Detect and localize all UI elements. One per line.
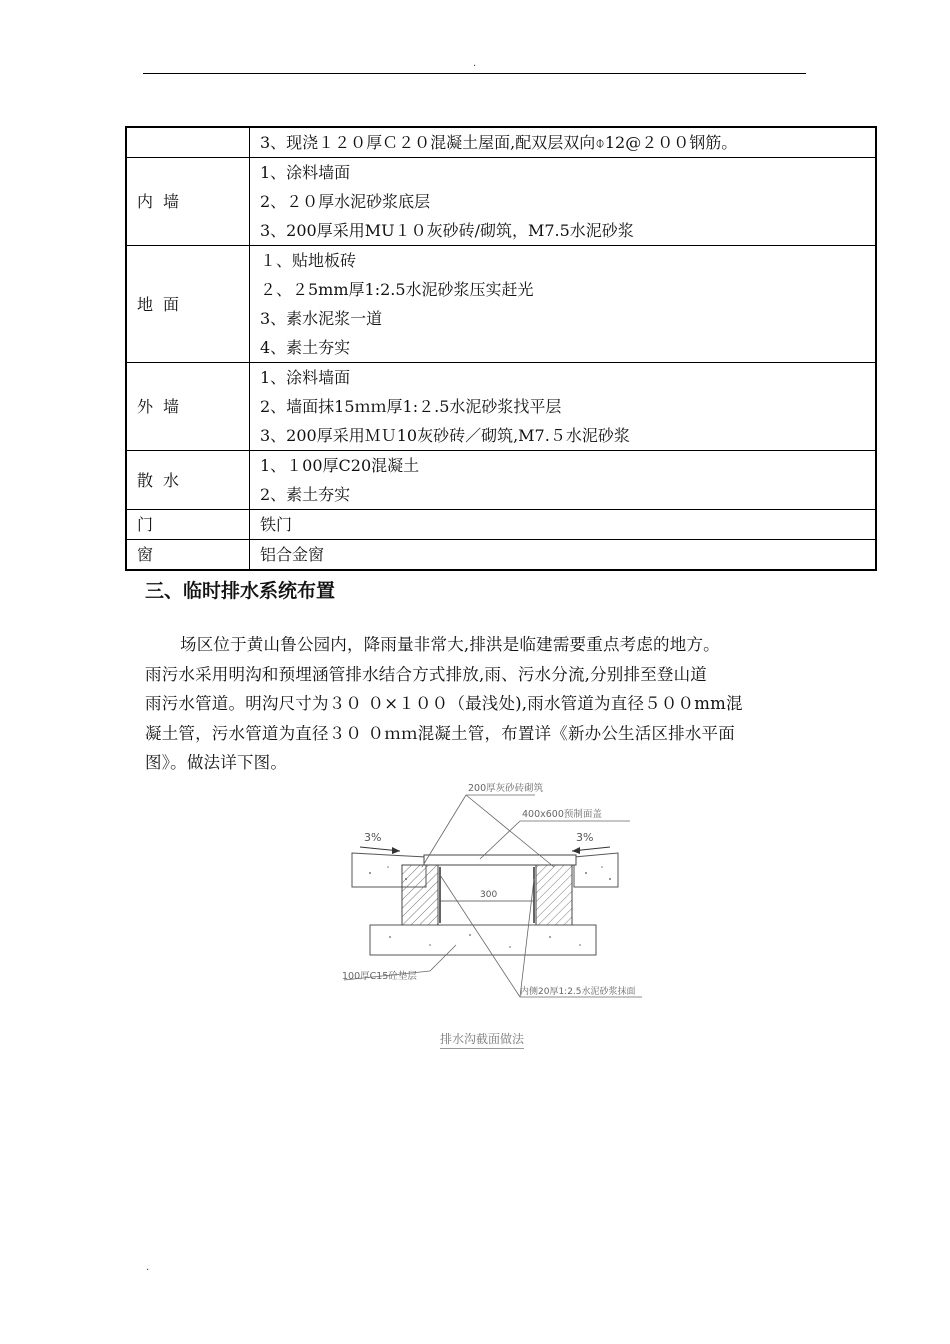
spec-row [126, 127, 876, 158]
spec-row-content [250, 246, 877, 363]
spec-line: 3、200厚采用MU１０灰砂砖/砌筑，M7.5水泥砂浆 [260, 221, 634, 240]
spec-row-label [126, 127, 250, 158]
paragraph-line: 图》。做法详下图。 [145, 753, 288, 772]
cover-label: 400x600预制面盖 [522, 809, 602, 820]
spec-row [126, 451, 876, 510]
spec-row [126, 540, 876, 571]
spec-row-content [250, 158, 877, 246]
spec-row-label: 窗 [126, 540, 250, 571]
spec-line: ２、２5mm厚1:2.5水泥砂浆压实赶光 [260, 280, 534, 299]
spec-row-content [250, 127, 877, 158]
spec-line: 2、素土夯实 [260, 485, 351, 504]
spec-row [126, 158, 876, 246]
spec-row-label: 内墙 [126, 158, 250, 246]
spec-line: 2、墙面抹15ｍｍ厚1:２.5水泥砂浆找平层 [260, 397, 562, 416]
drawing-caption: 排水沟截面做法 [440, 1030, 524, 1049]
plaster-label: 内侧20厚1:2.5水泥砂浆抹面 [520, 987, 636, 997]
spec-row-label: 门 [126, 510, 250, 540]
footer-mark: . [146, 1262, 150, 1273]
spec-line: 4、素土夯实 [260, 338, 351, 357]
spec-row [126, 363, 876, 451]
left-wall [402, 865, 438, 925]
spec-row-content [250, 451, 877, 510]
right-wall [536, 865, 572, 925]
width-label: 300 [480, 890, 498, 900]
precast-cover [424, 855, 576, 865]
spec-line: 3、素水泥浆一道 [260, 309, 383, 328]
header-rule [143, 73, 806, 74]
spec-row-content [250, 540, 877, 571]
spec-row-content [250, 510, 877, 540]
slope-right-label: 3% [576, 831, 594, 844]
spec-row-label: 散水 [126, 451, 250, 510]
section-title: 三、临时排水系统布置 [145, 580, 336, 602]
spec-row-label: 外墙 [126, 363, 250, 451]
spec-line: 1、１00厚C20混凝土 [260, 456, 420, 475]
spec-line: 1、涂料墙面 [260, 163, 351, 182]
spec-row-content [250, 363, 877, 451]
cushion-label: 100厚C15砼垫层 [342, 971, 417, 982]
construction-spec-table [125, 126, 877, 571]
spec-line: 3、现浇１２０厚Ｃ２０混凝土屋面,配双层双向⌽12@２００钢筋。 [260, 133, 738, 152]
spec-line: 铁门 [260, 515, 293, 534]
spec-row [126, 246, 876, 363]
spec-row [126, 510, 876, 540]
ground-right [574, 853, 618, 887]
drainage-paragraph [145, 630, 807, 778]
spec-line: 1、涂料墙面 [260, 368, 351, 387]
spec-line: 2、２０厚水泥砂浆底层 [260, 192, 431, 211]
paragraph-line: 凝土管，污水管道为直径３０ ０ｍｍ混凝土管，布置详《新办公生活区排水平面 [145, 723, 735, 743]
paragraph-line: 雨污水管道。明沟尺寸为３０ ０×１００（最浅处),雨水管道为直径５００mm混 [145, 694, 743, 713]
spec-line: 铝合金窗 [260, 545, 325, 564]
slope-left-label: 3% [364, 831, 382, 844]
paragraph-line: 雨污水采用明沟和预埋涵管排水结合方式排放,雨、污水分流,分别排至登山道 [145, 664, 707, 684]
header-mark: . [473, 58, 477, 69]
spec-line: 3、200厚采用ＭＵ10灰砂砖／砌筑,M7.５水泥砂浆 [260, 426, 630, 445]
drainage-ditch-section-drawing [340, 775, 660, 1060]
wall-label: 200厚灰砂砖砌筑 [468, 783, 544, 794]
spec-row-label: 地面 [126, 246, 250, 363]
spec-line: １、贴地板砖 [260, 251, 357, 270]
paragraph-line: 场区位于黄山鲁公园内，降雨量非常大,排洪是临建需要重点考虑的地方。 [180, 635, 720, 654]
